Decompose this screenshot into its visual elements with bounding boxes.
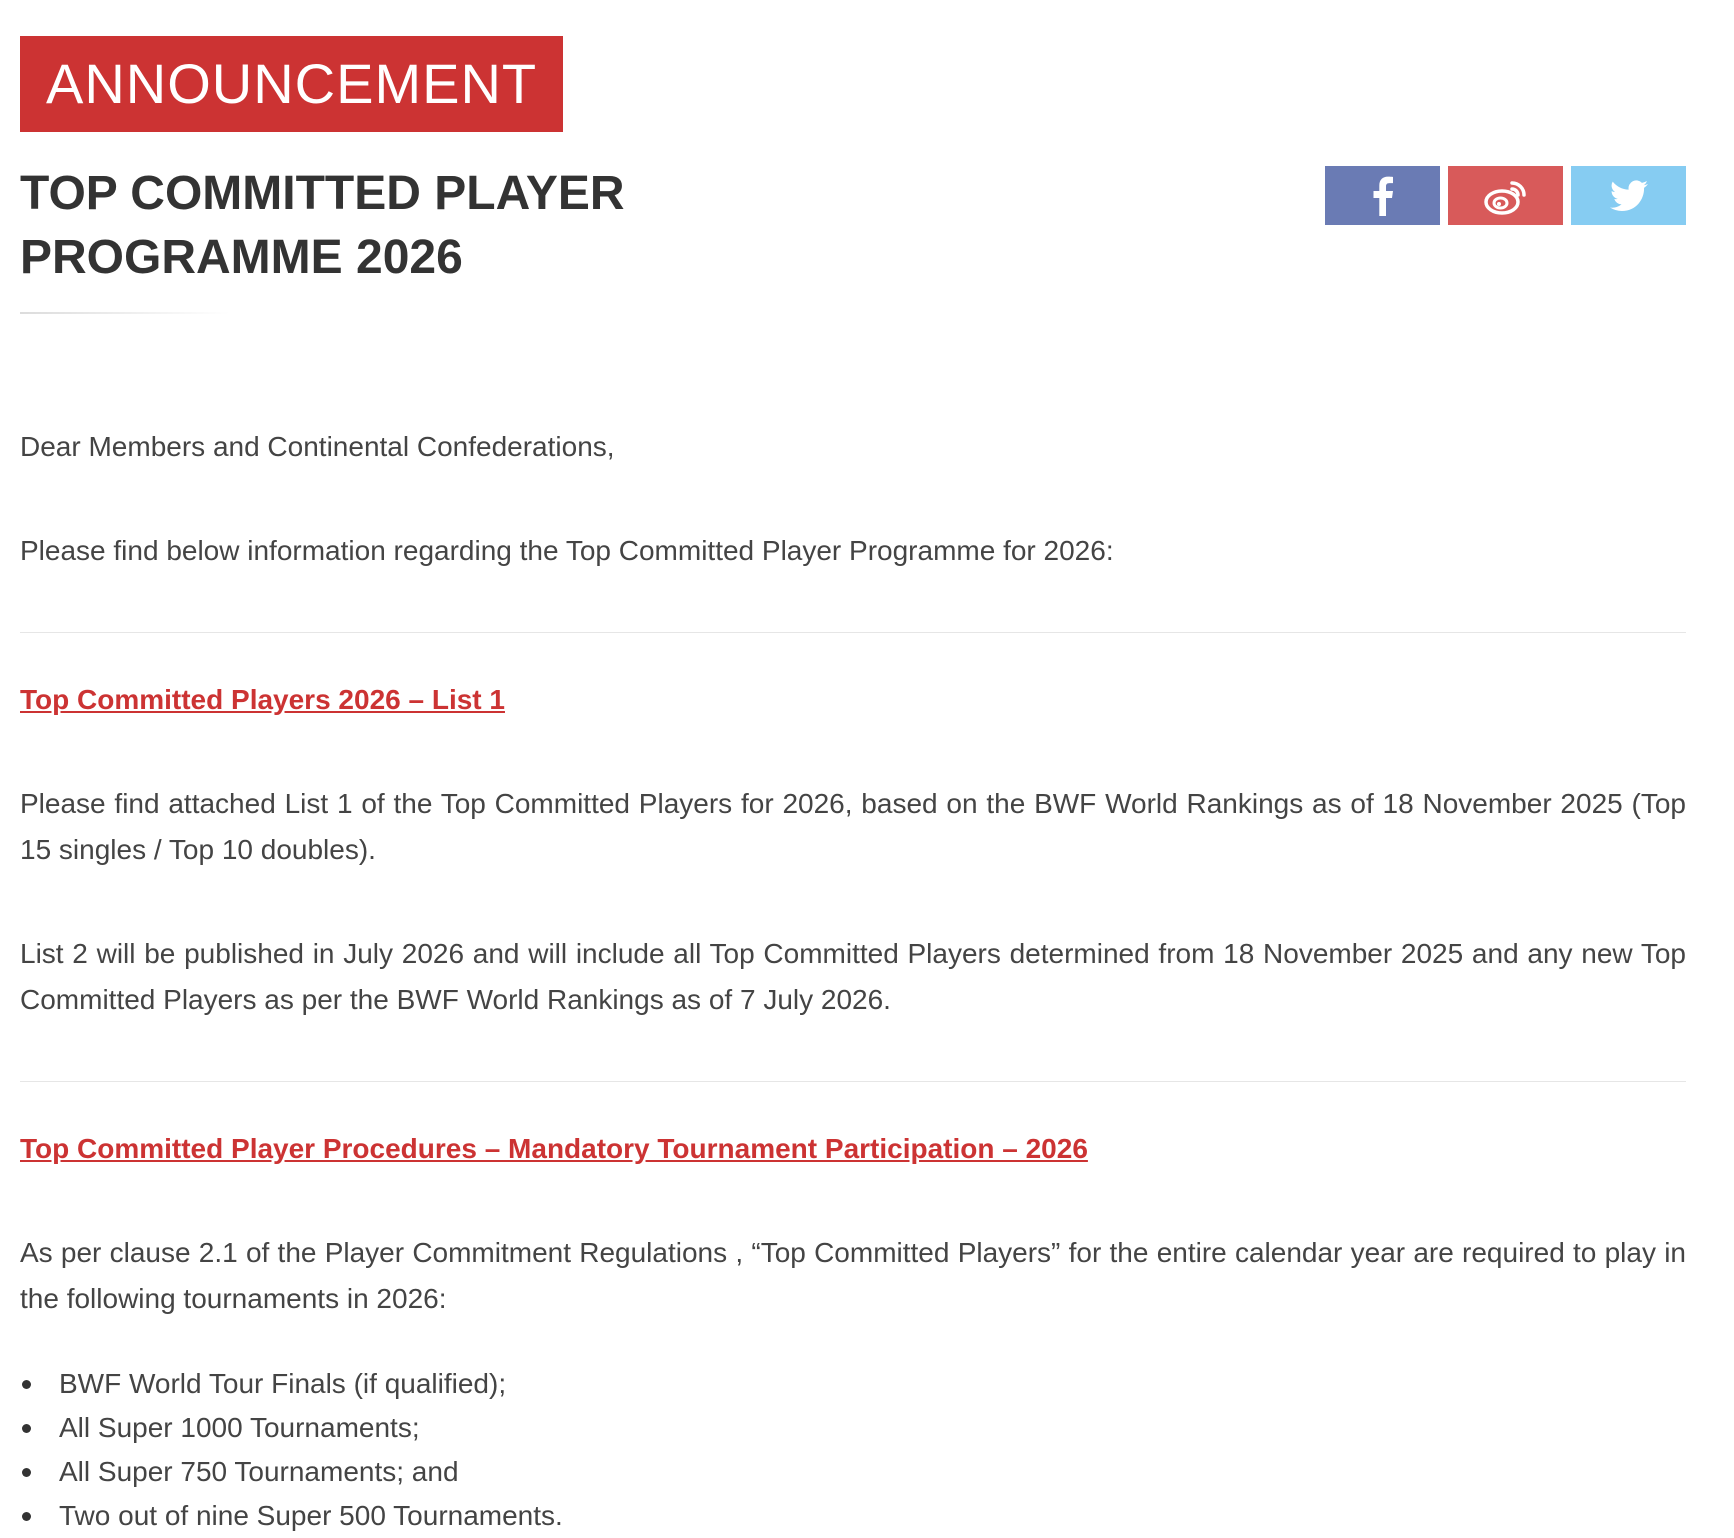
article-content [20,424,1686,1538]
list-item-text: All Super 750 Tournaments; and [59,1456,459,1487]
intro-text: Please find below information regarding the Top Committed Player Programme for 2026: [20,535,1114,566]
title-row [20,162,1686,312]
bullet-icon [22,1424,31,1433]
list-item [20,1362,1686,1406]
mandatory-tournaments-list [20,1362,1686,1538]
section-divider-2 [20,1081,1686,1082]
bullet-icon [22,1380,31,1389]
announcement-page [20,36,1686,1538]
list-item-text: Two out of nine Super 500 Tournaments. [59,1500,563,1531]
page-title-line-2: PROGRAMME 2026 [20,231,463,284]
twitter-icon [1610,180,1648,212]
list-item [20,1494,1686,1538]
weibo-share-button[interactable] [1448,166,1563,225]
bullet-icon [22,1512,31,1521]
facebook-icon [1372,176,1394,216]
section-divider-1 [20,632,1686,633]
page-title-line-1: TOP COMMITTED PLAYER [20,167,625,220]
title-underline [20,312,230,314]
clause-description: As per clause 2.1 of the Player Commitment Regulations , “Top Committed Players” for the entire calendar year are required to play in the following tournaments in 2026: [20,1237,1686,1314]
list-1-link[interactable]: Top Committed Players 2026 – List 1 [20,684,505,715]
announcement-badge [20,36,563,132]
list-item-text: BWF World Tour Finals (if qualified); [59,1368,507,1399]
page-title [20,162,660,290]
list-item-text: All Super 1000 Tournaments; [59,1412,420,1443]
twitter-share-button[interactable] [1571,166,1686,225]
share-buttons [1325,166,1686,225]
announcement-badge-label: ANNOUNCEMENT [46,52,538,115]
procedures-link[interactable]: Top Committed Player Procedures – Mandatory Tournament Participation – 2026 [20,1133,1088,1164]
bullet-icon [22,1468,31,1477]
list-1-description: Please find attached List 1 of the Top Committed Players for 2026, based on the BWF World Rankings as of 18 November 2025 (Top 15 singles / Top 10 doubles). [20,788,1686,865]
greeting-text: Dear Members and Continental Confederations, [20,431,615,462]
list-item [20,1450,1686,1494]
weibo-icon [1484,177,1528,215]
facebook-share-button[interactable] [1325,166,1440,225]
list-2-description: List 2 will be published in July 2026 and will include all Top Committed Players determined from 18 November 2025 and any new Top Committed Players as per the BWF World Rankings as of 7 July 2026. [20,938,1686,1015]
list-item [20,1406,1686,1450]
